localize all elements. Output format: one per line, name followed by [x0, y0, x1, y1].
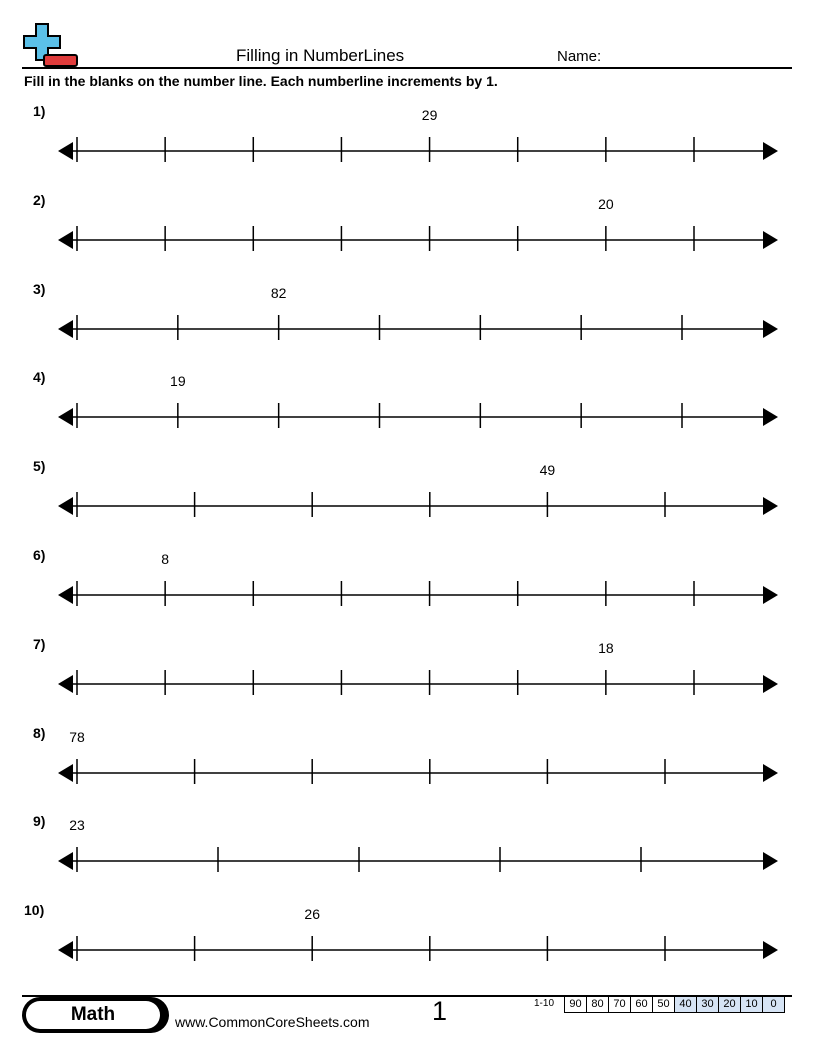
- number-line: [0, 458, 816, 538]
- subject-label: Math: [26, 1001, 160, 1029]
- problem-number: 9): [33, 813, 46, 829]
- right-arrowhead-icon: [763, 941, 778, 959]
- number-line: [0, 192, 816, 272]
- name-label: Name:: [557, 48, 602, 65]
- given-value-label: 23: [69, 817, 85, 833]
- right-arrowhead-icon: [763, 497, 778, 515]
- given-value-label: 19: [170, 373, 186, 389]
- left-arrowhead-icon: [58, 852, 73, 870]
- left-arrowhead-icon: [58, 320, 73, 338]
- left-arrowhead-icon: [58, 231, 73, 249]
- right-arrowhead-icon: [763, 231, 778, 249]
- score-row: [565, 997, 785, 1013]
- problem-number: 1): [33, 103, 46, 119]
- problem-number: 6): [33, 547, 46, 563]
- right-arrowhead-icon: [763, 764, 778, 782]
- score-table: [564, 996, 785, 1013]
- score-range-label: 1-10: [534, 998, 555, 1009]
- number-line: [0, 281, 816, 361]
- left-arrowhead-icon: [58, 142, 73, 160]
- given-value-label: 49: [539, 462, 556, 478]
- number-line: [0, 547, 816, 627]
- problem: [0, 902, 816, 982]
- number-line: [0, 813, 816, 893]
- instructions-text: Fill in the blanks on the number line. Each numberline increments by 1.: [24, 73, 498, 89]
- left-arrowhead-icon: [58, 497, 73, 515]
- right-arrowhead-icon: [763, 586, 778, 604]
- given-value-label: 20: [598, 196, 614, 212]
- score-cell: 70: [609, 997, 631, 1013]
- given-value-label: 26: [304, 906, 320, 922]
- problem: [0, 725, 816, 805]
- given-value-label: 18: [598, 640, 614, 656]
- worksheet-footer: [0, 992, 816, 1056]
- given-value-label: 8: [161, 551, 170, 567]
- score-cell: 20: [719, 997, 741, 1013]
- score-cell: 30: [697, 997, 719, 1013]
- problem-number: 7): [33, 636, 46, 652]
- left-arrowhead-icon: [58, 764, 73, 782]
- right-arrowhead-icon: [763, 320, 778, 338]
- worksheet-title: Filling in NumberLines: [236, 46, 405, 65]
- left-arrowhead-icon: [58, 408, 73, 426]
- problem-number: 5): [33, 458, 46, 474]
- problem: [0, 369, 816, 449]
- score-cell: 0: [763, 997, 785, 1013]
- problem: [0, 192, 816, 272]
- problem: [0, 636, 816, 716]
- score-cell: 50: [653, 997, 675, 1013]
- website-url: www.CommonCoreSheets.com: [175, 1014, 370, 1030]
- score-cell: 10: [741, 997, 763, 1013]
- right-arrowhead-icon: [763, 675, 778, 693]
- left-arrowhead-icon: [58, 941, 73, 959]
- problem: [0, 103, 816, 183]
- problem: [0, 458, 816, 538]
- problem-number: 8): [33, 725, 46, 741]
- problem-number: 3): [33, 281, 46, 297]
- right-arrowhead-icon: [763, 408, 778, 426]
- problem-number: 10): [24, 902, 45, 918]
- given-value-label: 29: [421, 107, 438, 123]
- number-line: [0, 103, 816, 183]
- number-line: [0, 902, 816, 982]
- right-arrowhead-icon: [763, 142, 778, 160]
- score-cell: 90: [565, 997, 587, 1013]
- number-line: [0, 725, 816, 805]
- given-value-label: 82: [270, 285, 287, 301]
- left-arrowhead-icon: [58, 586, 73, 604]
- page-number: 1: [432, 996, 448, 1026]
- problem: [0, 281, 816, 361]
- problem: [0, 547, 816, 627]
- problem-number: 2): [33, 192, 46, 208]
- right-arrowhead-icon: [763, 852, 778, 870]
- score-cell: 60: [631, 997, 653, 1013]
- number-line: [0, 636, 816, 716]
- problem: [0, 813, 816, 893]
- subject-badge: [22, 997, 169, 1033]
- score-cell: 40: [675, 997, 697, 1013]
- left-arrowhead-icon: [58, 675, 73, 693]
- problem-number: 4): [33, 369, 46, 385]
- number-line: [0, 369, 816, 449]
- score-cell: 80: [587, 997, 609, 1013]
- given-value-label: 78: [69, 729, 85, 745]
